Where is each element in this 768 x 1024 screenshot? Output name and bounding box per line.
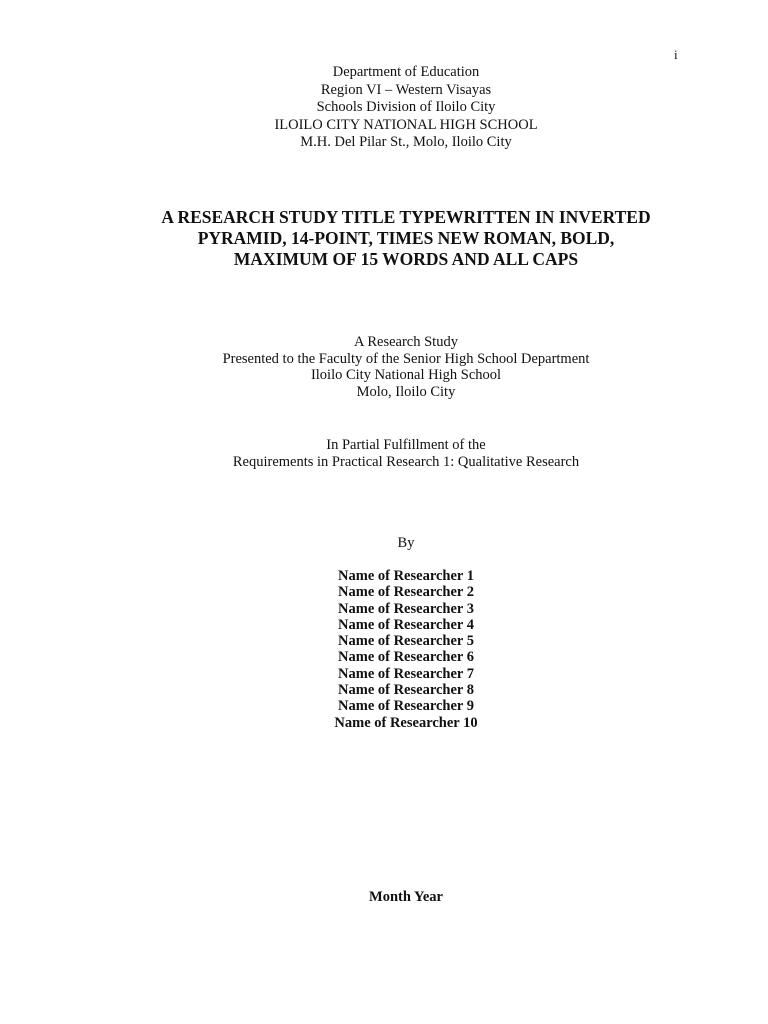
researcher-name: Name of Researcher 1 (338, 568, 474, 584)
by-label (0, 535, 768, 552)
researcher-name: Name of Researcher 6 (338, 649, 474, 666)
presentation-statement (0, 334, 768, 400)
research-title (0, 207, 768, 270)
presented-line: Iloilo City National High School (310, 367, 502, 383)
presented-line: Presented to the Faculty of the Senior High School Department (222, 350, 590, 367)
title-line: PYRAMID, 14-POINT, TIMES NEW ROMAN, BOLD, (197, 228, 615, 248)
researcher-list (0, 568, 768, 731)
header-line-region: Region VI – Western Visayas (320, 81, 492, 98)
header-line-department: Department of Education (332, 64, 480, 80)
date-text: Month Year (369, 889, 443, 905)
header-line-division: Schools Division of Iloilo City (316, 99, 496, 115)
researcher-name: Name of Researcher 4 (338, 616, 474, 633)
title-line: A RESEARCH STUDY TITLE TYPEWRITTEN IN INVERTED (161, 207, 651, 227)
fulfillment-statement (0, 437, 768, 470)
researcher-name: Name of Researcher 3 (338, 600, 474, 617)
by-text: By (397, 535, 415, 551)
researcher-name: Name of Researcher 8 (338, 682, 474, 699)
researcher-name: Name of Researcher 9 (338, 698, 474, 715)
fulfillment-line: Requirements in Practical Research 1: Qualitative Research (232, 453, 580, 470)
presented-line: A Research Study (354, 334, 458, 350)
fulfillment-line: In Partial Fulfillment of the (326, 437, 486, 453)
researcher-name: Name of Researcher 5 (338, 633, 474, 650)
submission-date (0, 889, 768, 906)
researcher-name: Name of Researcher 2 (338, 584, 474, 601)
researcher-name: Name of Researcher 7 (338, 665, 474, 682)
title-line: MAXIMUM OF 15 WORDS AND ALL CAPS (233, 249, 579, 269)
researcher-name: Name of Researcher 10 (334, 714, 478, 731)
header-line-school: ILOILO CITY NATIONAL HIGH SCHOOL (274, 116, 538, 133)
page-number: i (674, 47, 678, 62)
header-line-address: M.H. Del Pilar St., Molo, Iloilo City (300, 134, 512, 150)
institution-header (0, 64, 768, 152)
presented-line: Molo, Iloilo City (356, 383, 456, 400)
